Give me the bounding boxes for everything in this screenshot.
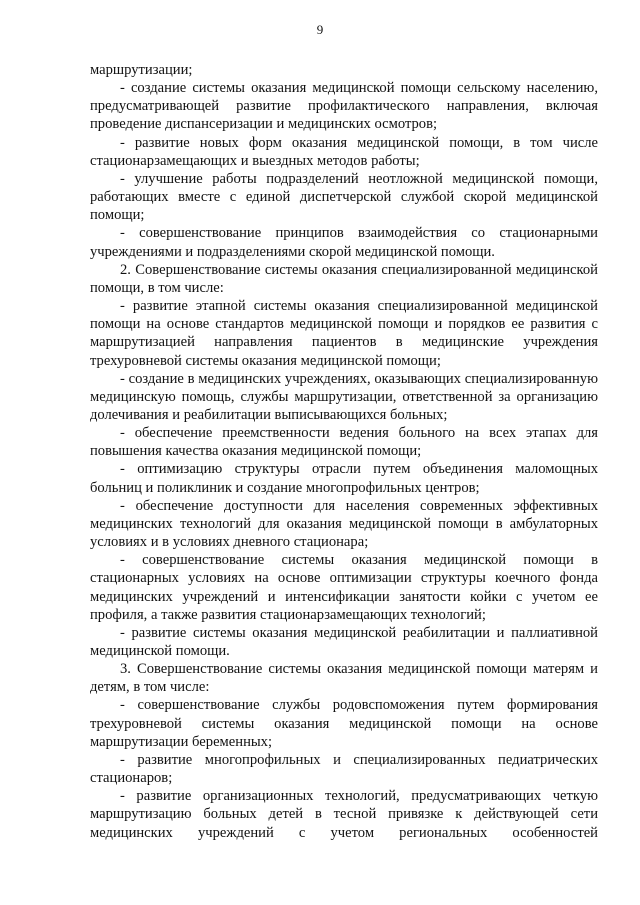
list-item: - развитие новых форм оказания медицинской помощи, в том числе стационарзамещающих и выездных методов работы;	[90, 134, 598, 169]
document-body	[90, 61, 598, 842]
list-item: - развитие организационных технологий, предусматривающих четкую маршрутизацию больных детей в тесной привязке к действующей сети медицинских учреждений с учетом региональных особенностей	[90, 788, 598, 841]
page-number: 9	[316, 22, 324, 37]
list-item: - создание системы оказания медицинской помощи сельскому населению, предусматривающей развитие профилактического направления, включая проведение диспансеризации и медицинских осмотров;	[90, 80, 598, 133]
list-item: - совершенствование принципов взаимодействия со стационарными учреждениями и подразделениями скорой медицинской помощи.	[90, 225, 598, 260]
list-item: - обеспечение преемственности ведения больного на всех этапах для повышения качества оказания медицинской помощи;	[90, 425, 598, 460]
list-item: - развитие многопрофильных и специализированных педиатрических стационаров;	[90, 751, 598, 787]
list-item: - создание в медицинских учреждениях, оказывающих специализированную медицинскую помощь, службы маршрутизации, ответственной за организацию долечивания и реабилитации выписывающихся больных;	[90, 370, 598, 423]
paragraph: маршрутизации;	[90, 62, 193, 78]
list-item: - развитие системы оказания медицинской реабилитации и паллиативной медицинской помощи.	[90, 624, 598, 659]
list-item: - развитие этапной системы оказания специализированной медицинской помощи на основе стандартов медицинской помощи и порядков ее развития с маршрутизацией направления пациентов в медицинские учреждения трехуровневой системы оказания медицинской помощи;	[90, 298, 598, 369]
list-item: - оптимизацию структуры отрасли путем объединения маломощных больниц и поликлиник и создание многопрофильных центров;	[90, 461, 598, 496]
list-item: - совершенствование службы родовспоможения путем формирования трехуровневой системы оказания медицинской помощи на основе маршрутизации беременных;	[90, 697, 598, 750]
list-item: - совершенствование системы оказания медицинской помощи в стационарных условиях на основе оптимизации структуры коечного фонда медицинских учреждений и интенсификации занятости койки с учетом ее профиля, а также развития стационарзамещающих технологий;	[90, 552, 598, 623]
section-heading: 2. Совершенствование системы оказания специализированной медицинской помощи, в том числе:	[90, 261, 598, 296]
list-item: - обеспечение доступности для населения современных эффективных медицинских технологий для оказания медицинской помощи в амбулаторных условиях и в условиях дневного стационара;	[90, 497, 598, 551]
list-item: - улучшение работы подразделений неотложной медицинской помощи, работающих вместе с единой диспетчерской службой скорой медицинской помощи;	[90, 170, 598, 224]
section-heading: 3. Совершенствование системы оказания медицинской помощи матерям и детям, в том числе:	[90, 661, 598, 696]
